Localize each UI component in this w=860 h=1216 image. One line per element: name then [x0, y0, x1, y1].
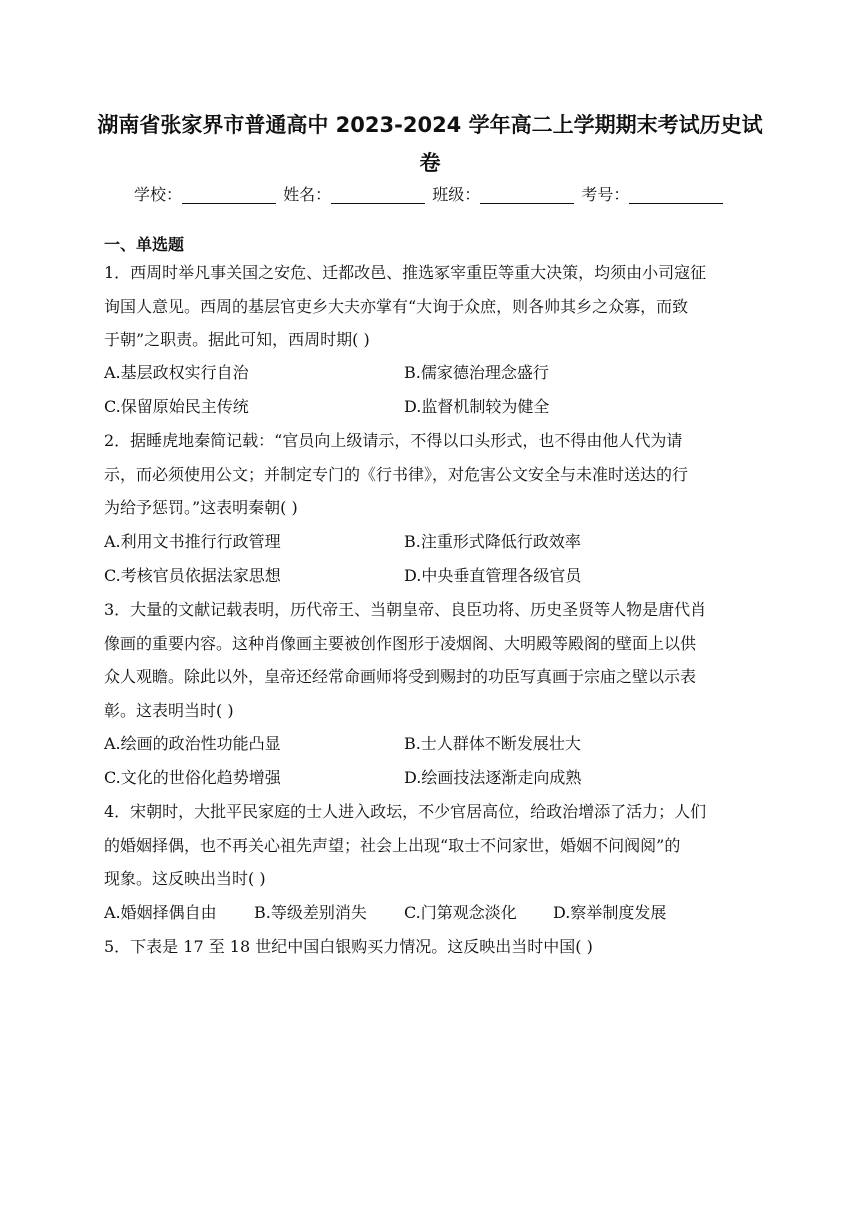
title-line-2: 卷: [419, 151, 441, 175]
question-line: 像画的重要内容。这种肖像画主要被创作图形于凌烟阁、大明殿等殿阁的壁面上以供: [104, 633, 697, 653]
name-label: 姓名：: [283, 185, 332, 204]
q4-option-a[interactable]: A.婚姻择偶自由: [104, 903, 217, 922]
q4-option-b[interactable]: B.等级差别消失: [254, 903, 367, 922]
question-line: 1．西周时举凡事关国之安危、迁都改邑、推选冢宰重臣等重大决策，均须由小司寇征: [104, 263, 707, 282]
q2-option-a[interactable]: A.利用文书推行行政管理: [104, 532, 281, 551]
question-line: 的婚姻择偶，也不再关心祖先声望；社会上出现“取士不问家世，婚姻不问阀阅”的: [104, 835, 681, 855]
question-line: 3．大量的文献记载表明，历代帝王、当朝皇帝、良臣功将、历史圣贤等人物是唐代肖: [104, 600, 707, 619]
exam-number-label: 考号：: [581, 185, 630, 204]
question-1-stem: [104, 256, 756, 357]
question-line: 5．下表是 17 至 18 世纪中国白银购买力情况。这反映出当时中国( ): [104, 937, 593, 956]
question-3-stem: [104, 593, 756, 727]
q3-option-a[interactable]: A.绘画的政治性功能凸显: [104, 734, 281, 753]
q4-option-d[interactable]: D.察举制度发展: [553, 903, 667, 922]
exam-number-blank: [629, 185, 723, 204]
q2-option-d[interactable]: D.中央垂直管理各级官员: [404, 566, 582, 585]
q1-option-a[interactable]: A.基层政权实行自治: [104, 363, 249, 382]
question-4-stem: [104, 795, 756, 896]
q3-option-d[interactable]: D.绘画技法逐渐走向成熟: [404, 768, 582, 787]
q1-option-c[interactable]: C.保留原始民主传统: [104, 397, 249, 416]
class-label: 班级：: [432, 185, 481, 204]
q4-option-c[interactable]: C.门第观念淡化: [404, 903, 517, 922]
q3-option-c[interactable]: C.文化的世俗化趋势增强: [104, 768, 281, 787]
question-line: 4．宋朝时，大批平民家庭的士人进入政坛，不少官居高位，给政治增添了活力；人们: [104, 802, 707, 821]
question-line: 为给予惩罚。”这表明秦朝( ): [104, 498, 298, 517]
q3-option-b[interactable]: B.士人群体不断发展壮大: [404, 734, 581, 753]
question-line: 于朝”之职责。据此可知，西周时期( ): [104, 330, 370, 349]
question-2-stem: [104, 424, 756, 525]
question-line: 2．据睡虎地秦简记载：“官员向上级请示，不得以口头形式，也不得由他人代为请: [104, 431, 683, 450]
title-line-1: 湖南省张家界市普通高中 2023-2024 学年高二上学期期末考试历史试: [97, 113, 763, 137]
school-blank: [182, 185, 276, 204]
section-heading: 一、单选题: [104, 235, 185, 254]
question-line: 彰。这表明当时( ): [104, 700, 234, 720]
q2-option-b[interactable]: B.注重形式降低行政效率: [404, 532, 581, 551]
class-blank: [480, 185, 574, 204]
question-line: 众人观瞻。除此以外，皇帝还经常命画师将受到赐封的功臣写真画于宗庙之壁以示表: [104, 667, 697, 686]
q1-option-b[interactable]: B.儒家德治理念盛行: [404, 363, 549, 382]
student-info-row: [134, 183, 725, 207]
question-line: 现象。这反映出当时( ): [104, 869, 266, 888]
name-blank: [331, 185, 425, 204]
q2-option-c[interactable]: C.考核官员依据法家思想: [104, 566, 281, 585]
exam-title: [90, 106, 770, 182]
q1-option-d[interactable]: D.监督机制较为健全: [404, 397, 550, 416]
question-line: 示，而必须使用公文；并制定专门的《行书律》，对危害公文安全与未准时送达的行: [104, 464, 689, 484]
question-line: 询国人意见。西周的基层官吏乡大夫亦掌有“大询于众庶，则各帅其乡之众寡，而致: [104, 296, 689, 316]
school-label: 学校：: [134, 185, 183, 204]
question-5-stem: [104, 930, 756, 964]
